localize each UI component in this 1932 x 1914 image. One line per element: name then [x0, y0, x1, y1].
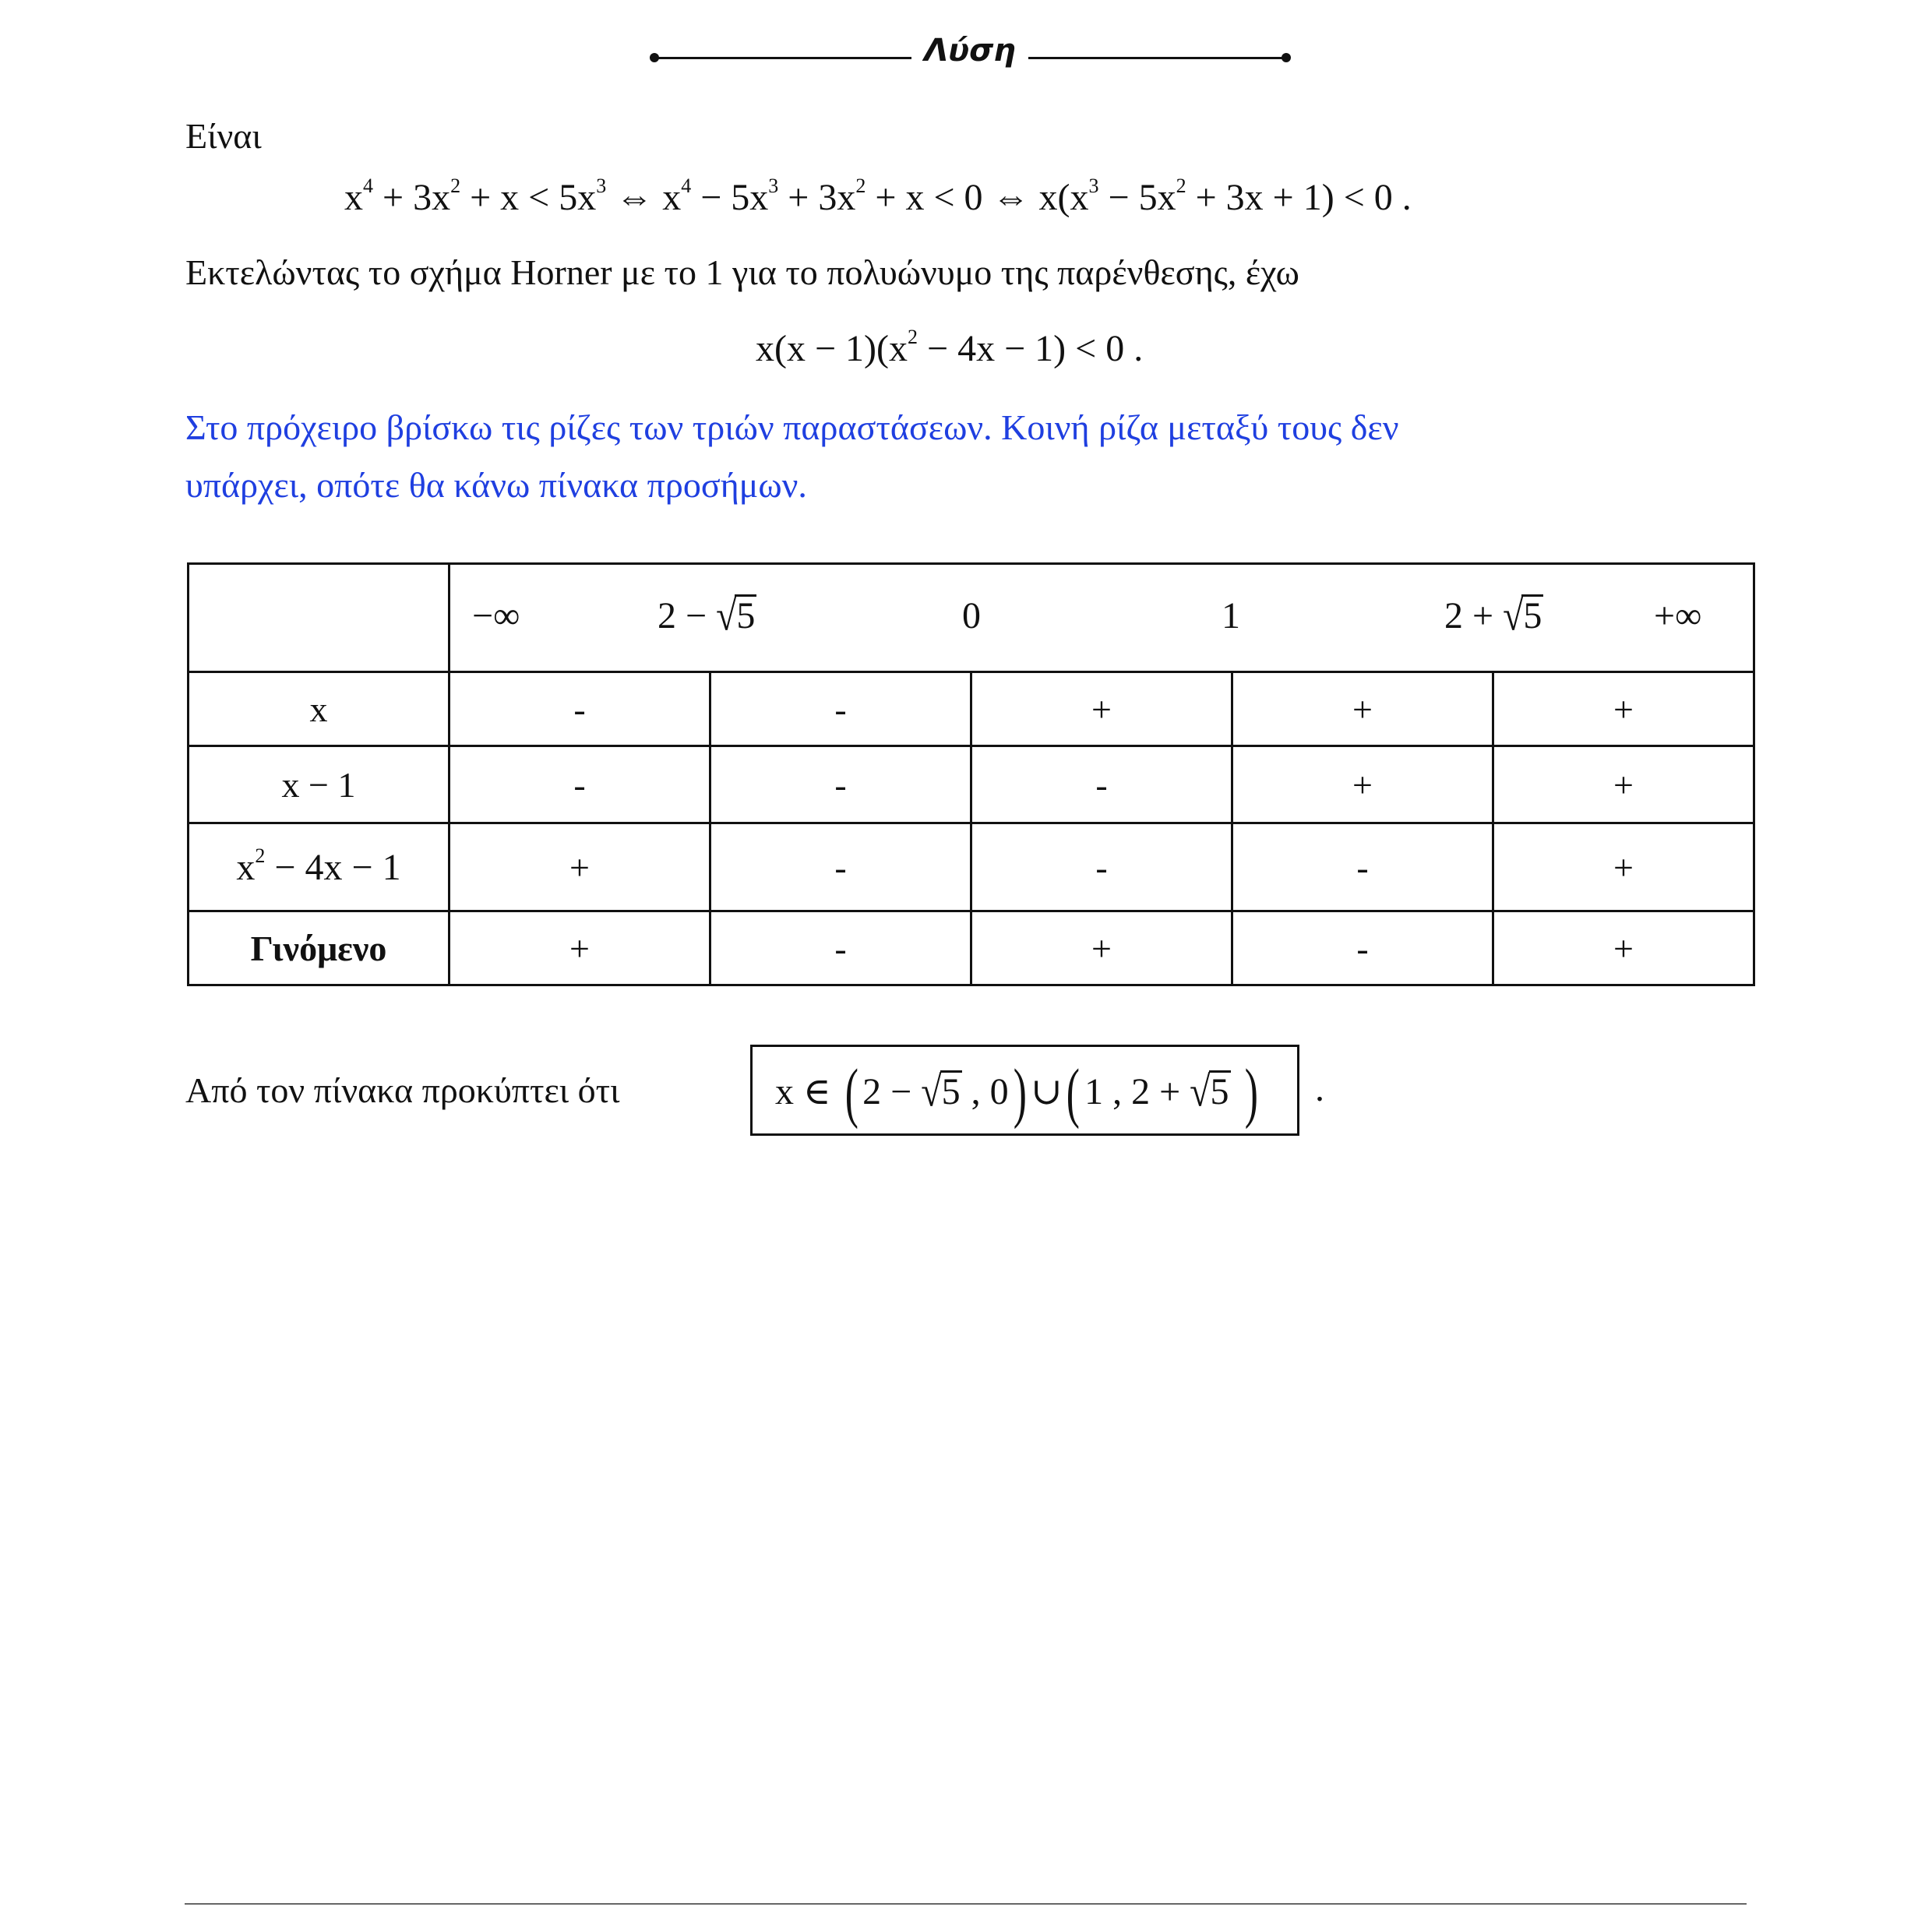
eq1-exp: 2 — [855, 174, 866, 197]
sqrt-icon: √ — [921, 1068, 942, 1116]
label-rest: − 4x − 1 — [265, 846, 401, 888]
left-paren: ( — [1066, 1055, 1081, 1130]
sign-cell: + — [971, 672, 1232, 746]
header-right-dot — [1282, 53, 1291, 62]
right-paren: ) — [1244, 1055, 1258, 1130]
right-paren: ) — [1013, 1055, 1027, 1130]
note-line-1: Στο πρόχειρο βρίσκω τις ρίζες των τριών παραστάσεων. Κοινή ρίζα μεταξύ τους δεν — [185, 407, 1399, 447]
eq1-term: + x < 5x — [460, 177, 597, 218]
header-right-rule — [1028, 57, 1285, 59]
radicand: 5 — [941, 1071, 961, 1112]
eq1-exp: 4 — [363, 174, 373, 197]
eq1-term: − 5x — [1098, 177, 1176, 218]
sign-cell: - — [450, 672, 710, 746]
row-label-product: Γινόμενο — [189, 911, 450, 985]
root-one: 1 — [1222, 595, 1240, 636]
radicand: 5 — [736, 595, 756, 636]
sign-cell: - — [710, 672, 971, 746]
solution-title: Λύση — [924, 33, 1016, 69]
eq1-exp: 3 — [768, 174, 779, 197]
sign-cell: + — [1493, 911, 1754, 985]
radicand: 5 — [1210, 1071, 1229, 1112]
table-row — [189, 672, 1754, 746]
label-base: x — [236, 846, 256, 888]
sign-table — [187, 562, 1755, 986]
eq1-term: − 5x — [691, 177, 769, 218]
root-2-minus-sqrt5 — [658, 592, 756, 640]
table-row — [189, 911, 1754, 985]
horner-text: Εκτελώντας το σχήμα Horner με το 1 για το πολυώνυμο της παρένθεσης, έχω — [185, 252, 1299, 292]
footer-rule — [185, 1903, 1747, 1905]
label-exp: 2 — [255, 844, 266, 867]
sign-cell: + — [971, 911, 1232, 985]
sign-cell: - — [710, 746, 971, 823]
sign-cell: + — [1493, 746, 1754, 823]
root-2-plus-sqrt5 — [1444, 592, 1543, 640]
sign-cell: - — [1232, 911, 1493, 985]
root-prefix: 2 + — [1444, 595, 1494, 636]
eq2-exp: 2 — [908, 326, 918, 348]
answer-expression — [775, 1055, 1262, 1130]
roots-header — [450, 564, 1754, 672]
interval2-start: 1 , 2 + — [1084, 1071, 1181, 1112]
answer-period: . — [1315, 1068, 1324, 1109]
eq2-right: − 4x − 1) < 0 . — [918, 328, 1144, 369]
eq1-term: + x < 0 ⇔ x(x — [866, 177, 1089, 218]
root-pos-infinity: +∞ — [1654, 595, 1702, 636]
sign-cell: - — [1232, 823, 1493, 911]
eq1-term: + 3x + 1) < 0 . — [1186, 177, 1412, 218]
note-line-2: υπάρχει, οπότε θα κάνω πίνακα προσήμων. — [185, 465, 807, 505]
intro-text: Είναι — [185, 116, 262, 156]
root-zero: 0 — [962, 595, 981, 636]
root-prefix: 2 − — [658, 595, 707, 636]
eq1-exp: 2 — [450, 174, 461, 197]
radicand: 5 — [1523, 595, 1542, 636]
eq1-term: + 3x — [778, 177, 856, 218]
row-label-x-minus-1: x − 1 — [189, 746, 450, 823]
union-symbol: ∪ — [1031, 1071, 1063, 1112]
row-label-quadratic — [189, 823, 450, 911]
sign-cell: + — [1232, 672, 1493, 746]
interval1-end: , 0 — [961, 1071, 1009, 1112]
sign-cell: - — [971, 746, 1232, 823]
factored-inequality — [756, 327, 1143, 370]
eq1-term: x — [344, 177, 363, 218]
sign-cell: + — [1232, 746, 1493, 823]
eq1-exp: 2 — [1176, 174, 1186, 197]
sqrt-icon: √ — [1190, 1068, 1211, 1116]
row-label-x: x — [189, 672, 450, 746]
sign-cell: - — [710, 911, 971, 985]
sign-cell: + — [1493, 823, 1754, 911]
eq1-exp: 3 — [1088, 174, 1099, 197]
sign-cell: - — [710, 823, 971, 911]
inequality-equivalence — [344, 176, 1412, 219]
eq1-exp: 3 — [596, 174, 607, 197]
table-row — [189, 746, 1754, 823]
header-left-rule — [654, 57, 911, 59]
sign-cell: + — [450, 911, 710, 985]
answer-x-in: x ∈ — [775, 1071, 831, 1112]
eq1-term: ⇔ x — [606, 177, 682, 218]
roots-row — [189, 564, 1754, 672]
root-neg-infinity: −∞ — [472, 595, 520, 636]
conclusion-text: Από τον πίνακα προκύπτει ότι — [185, 1070, 620, 1110]
eq1-term: + 3x — [373, 177, 451, 218]
eq2-left: x(x − 1)(x — [756, 328, 908, 369]
left-paren: ( — [844, 1055, 858, 1130]
sign-cell: - — [971, 823, 1232, 911]
interval1-prefix: 2 − — [862, 1071, 912, 1112]
sqrt-icon: √ — [1503, 592, 1524, 640]
sign-cell: + — [1493, 672, 1754, 746]
sign-cell: - — [450, 746, 710, 823]
sqrt-icon: √ — [716, 592, 737, 640]
table-row — [189, 823, 1754, 911]
corner-cell — [189, 564, 450, 672]
eq1-exp: 4 — [681, 174, 692, 197]
sign-cell: + — [450, 823, 710, 911]
